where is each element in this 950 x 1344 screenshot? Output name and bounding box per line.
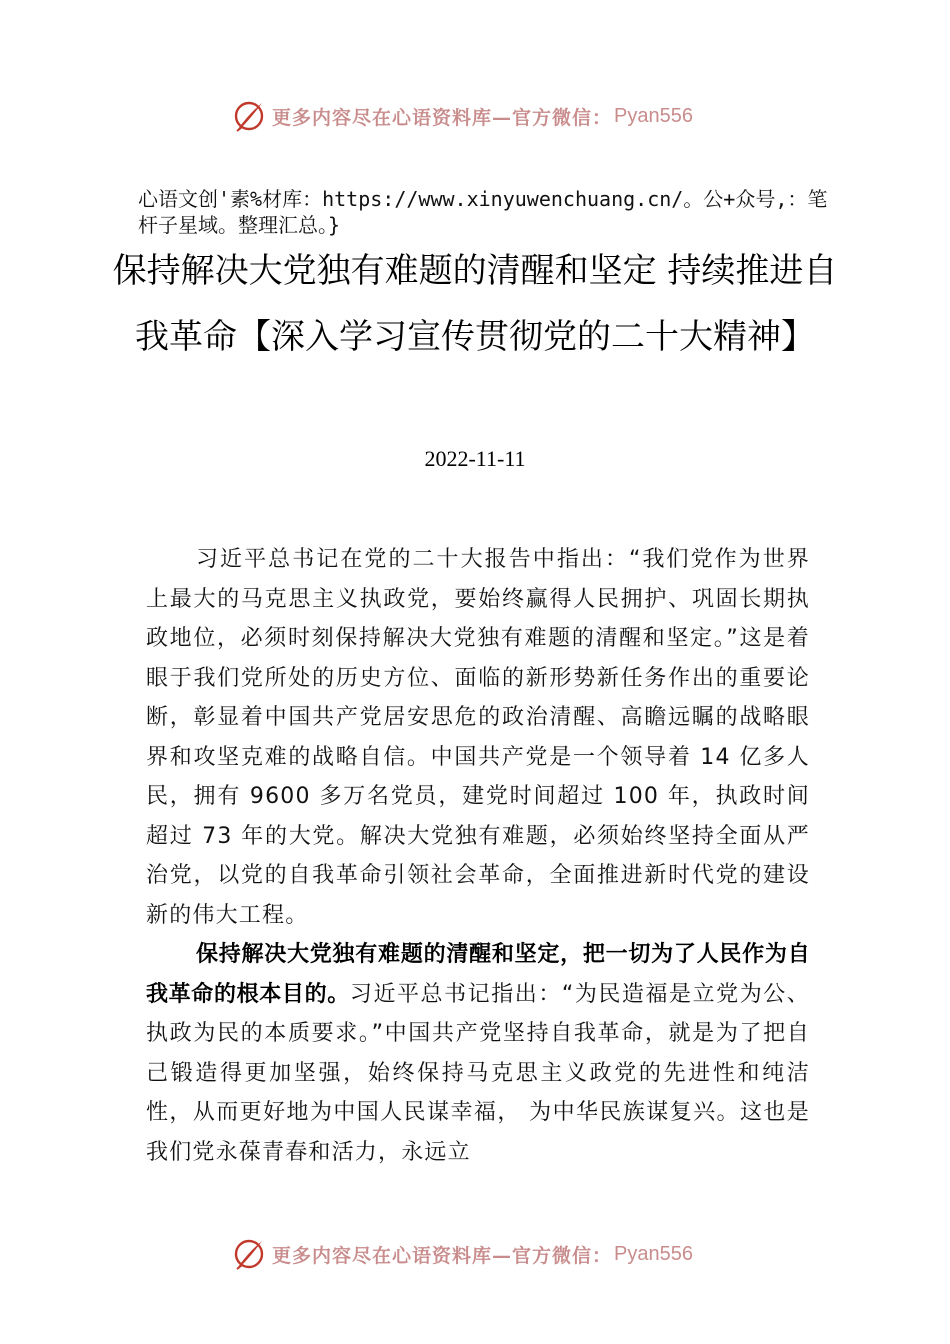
article-body (146, 540, 810, 1172)
quill-logo-icon (232, 1237, 266, 1271)
banner-wechat-handle: Pyan556 (614, 104, 693, 127)
banner-text: 更多内容尽在心语资料库—官方微信： (272, 106, 613, 129)
article-title: 保持解决大党独有难题的清醒和坚定 持续推进自我革命【深入学习宣传贯彻党的二十大精神】 (112, 251, 838, 357)
header-banner[interactable] (232, 96, 752, 136)
article-date: 2022-11-11 (424, 446, 526, 471)
paragraph-2-lead: 保持解决大党独有难题的清醒和坚定，把一切为了人民作为自我革命的根本目的。 (146, 942, 810, 1007)
footer-banner[interactable] (232, 1234, 752, 1274)
paragraph-2-text: 习近平总书记指出：“为民造福是立党为公、执政为民的本质要求。”中国共产党坚持自我革命，就是为了把自己锻造得更加坚强，始终保持马克思主义政党的先进性和纯洁性，从而更好地为中国人民谋幸福， 为中华民族谋复兴。这也是我们党永葆青春和活力，永远立 (146, 981, 811, 1165)
paragraph-1: 习近平总书记在党的二十大报告中指出：“我们党作为世界上最大的马克思主义执政党，要始终赢得人民拥护、巩固长期执政地位，必须时刻保持解决大党独有难题的清醒和坚定。”这是着眼于我们党所处的历史方位、面临的新形势新任务作出的重要论断，彰显着中国共产党居安思危的政治清醒、高瞻远瞩的战略眼界和攻坚克难的战略自信。中国共产党是一个领导着 14 亿多人民，拥有 9600 多万名党员，建党时间超过 100 年，执政时间超过 73 年的大党。解决大党独有难题，必须始终坚持全面从严治党，以党的自我革命引领社会革命，全面推进新时代党的建设新的伟大工程。 (146, 547, 810, 928)
watermark-text: 心语文创'素%材库：https://www.xinyuwenchuang.cn/。公+众号,：笔杆子星域。整理汇总。} (138, 187, 828, 237)
paragraph-2 (146, 935, 810, 1172)
footer-banner-text: 更多内容尽在心语资料库—官方微信： (272, 1244, 613, 1267)
footer-wechat-handle: Pyan556 (614, 1242, 693, 1265)
quill-logo-icon (232, 99, 266, 133)
